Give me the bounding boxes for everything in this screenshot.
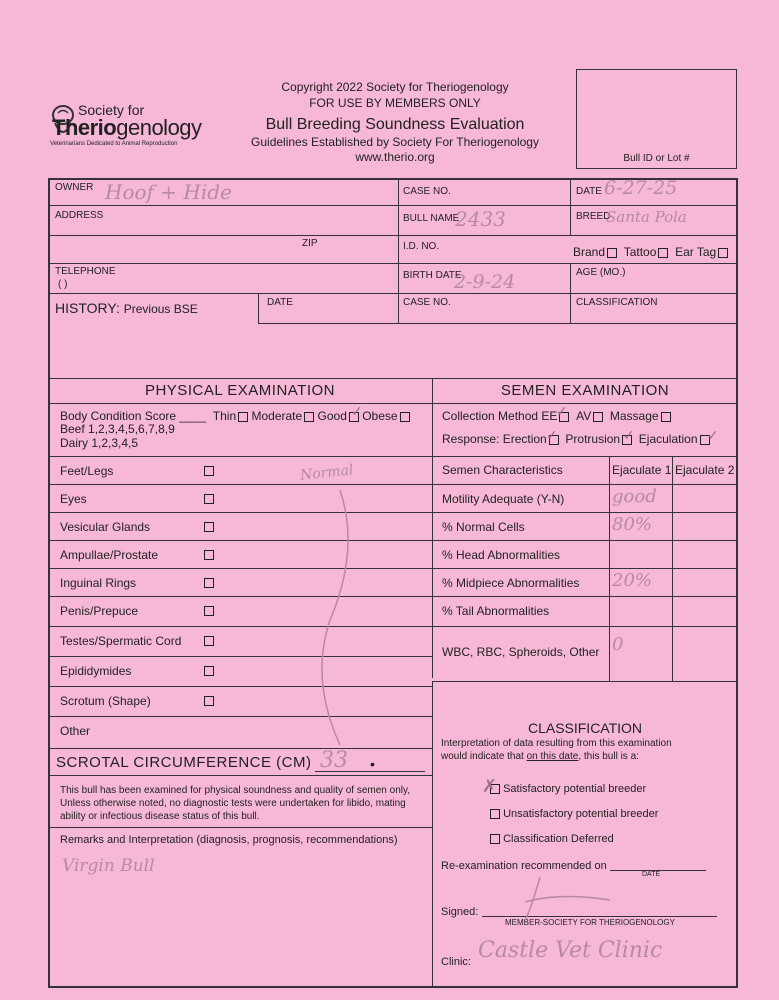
scrotal-underline [315,771,425,772]
date-value[interactable]: 6-27-25 [604,177,678,199]
divider [432,378,433,678]
hist-class-label: CLASSIFICATION [576,297,658,308]
physical-row-label: Scrotum (Shape) [60,694,151,708]
divider [48,775,432,776]
ejaculate1-value[interactable]: good [612,486,657,507]
clinic-label: Clinic: [441,956,471,968]
ee-check-mark: ✓ [556,404,568,420]
moderate-checkbox[interactable] [304,412,314,422]
remarks-label: Remarks and Interpretation (diagnosis, prognosis, recommendations) [60,834,398,846]
copyright-text: Copyright 2022 Society for Theriogenology [281,80,509,94]
satisfactory-check-mark: ✗ [482,776,498,797]
remarks-value[interactable]: Virgin Bull [62,856,155,876]
physical-row-checkbox[interactable] [204,494,214,504]
erection-label: Response: Erection [442,432,547,446]
signature-icon [500,872,620,922]
divider [432,484,738,485]
ejaculate2-value[interactable] [675,598,735,620]
semen-row-label: Motility Adequate (Y-N) [442,492,565,506]
tattoo-checkbox[interactable] [658,248,668,258]
brand-checkbox[interactable] [607,248,617,258]
ejaculate2-value[interactable] [675,570,735,592]
ejaculate2-value[interactable] [675,486,735,508]
ejaculate2-value[interactable] [675,514,735,536]
scrotal-label: SCROTAL CIRCUMFERENCE (CM) [56,754,312,771]
breed-value[interactable]: Santa Pola [606,208,687,226]
physical-row-checkbox[interactable] [204,578,214,588]
interp-line1: Interpretation of data resulting from this examination [441,738,672,749]
semen-title: SEMEN EXAMINATION [500,382,670,399]
physical-row-checkbox[interactable] [204,636,214,646]
physical-row-checkbox[interactable] [204,696,214,706]
divider [432,540,738,541]
deferred-checkbox[interactable] [490,834,500,844]
date-label: DATE [576,186,602,197]
ejaculate1-header: Ejaculate 1 [612,463,672,477]
erection-check-mark: ✓ [546,428,558,444]
good-label: Good [317,409,347,423]
physical-row-label: Epididymides [60,664,132,678]
divider [570,263,571,323]
option-deferred[interactable] [488,833,614,845]
thin-checkbox[interactable] [238,412,248,422]
divider [432,512,738,513]
response-line [442,432,710,446]
beef-scale: Beef 1,2,3,4,5,6,7,8,9 [60,422,175,436]
scrotal-value[interactable]: 33 [320,748,348,773]
scrotal-dot: • [370,756,375,772]
telephone-paren: ( ) [58,279,68,290]
tattoo-label: Tattoo [623,245,657,259]
semen-char-label: Semen Characteristics [442,463,563,477]
bull-id-box[interactable] [576,69,737,169]
divider [398,178,399,323]
hist-date-label: DATE [267,297,293,308]
ejaculate2-value[interactable] [675,542,735,564]
ejaculate2-header: Ejaculate 2 [675,463,735,477]
divider [258,323,738,324]
id-no-label: I.D. NO. [403,241,440,252]
bull-name-value[interactable]: 2433 [455,207,506,231]
semen-row-label: % Tail Abnormalities [442,604,550,618]
moderate-label: Moderate [251,409,303,423]
satisfactory-label: Satisfactory potential breeder [503,783,647,795]
logo [50,103,220,151]
signed-label: Signed: [441,906,479,918]
divider [258,293,259,323]
unsatisfactory-label: Unsatisfactory potential breeder [503,808,659,820]
collection-label: Collection Method EE [442,409,558,423]
birth-date-value[interactable]: 2-9-24 [454,271,516,293]
divider [432,626,738,627]
page-title: Bull Breeding Soundness Evaluation [265,116,525,133]
ejaculate2-value[interactable] [675,628,735,650]
obese-label: Obese [362,409,398,423]
divider [48,484,432,485]
divider [570,178,571,235]
physical-row-label: Vesicular Glands [60,520,151,534]
divider [48,235,738,236]
interp-line2: would indicate that on this date, this bull is a: [441,751,639,762]
disclaimer-text: This bull has been examined for physical soundness and quality of semen only, Unless otherwise noted, no diagnostic tests were undertaken for libido, mating ability or infectious disease status of this bull. [60,785,411,822]
telephone-label: TELEPHONE [55,266,116,277]
physical-row-checkbox[interactable] [204,466,214,476]
zip-label: ZIP [302,238,318,249]
physical-row-label: Penis/Prepuce [60,604,139,618]
unsatisfactory-checkbox[interactable] [490,809,500,819]
pencil-stroke-icon [300,490,380,750]
bcs-label: Body Condition Score ____ [60,409,207,423]
semen-row-label: % Midpiece Abnormalities [442,576,580,590]
address-label: ADDRESS [55,210,104,221]
semen-row-label: % Normal Cells [442,520,525,534]
owner-value[interactable]: Hoof + Hide [105,180,232,204]
massage-label: Massage [609,409,659,423]
divider [48,748,432,749]
physical-row-label: Testes/Spermatic Cord [60,634,182,648]
members-only-text: FOR USE BY MEMBERS ONLY [309,96,481,110]
id-options [573,245,728,259]
option-unsatisfactory[interactable] [488,808,658,820]
logo-line1: Society for [78,102,145,118]
thin-label: Thin [212,409,237,423]
case-no-label: CASE NO. [403,186,451,197]
physical-row-checkbox[interactable] [204,522,214,532]
av-label: AV [576,409,592,423]
divider [432,568,738,569]
owner-label: OWNER [55,182,94,193]
semen-row-label: % Head Abnormalities [442,548,561,562]
logo-tagline: Veterinarians Dedicated to Animal Reproduction [50,141,178,147]
divider [48,205,738,206]
option-satisfactory[interactable] [488,783,646,795]
hist-case-label: CASE NO. [403,297,451,308]
ejaculation-label: Ejaculation [638,432,698,446]
physical-row-checkbox[interactable] [204,606,214,616]
divider [48,827,432,828]
divider [432,681,738,682]
divider [48,456,738,457]
good-check-mark: ✓ [351,404,363,420]
physical-row-label: Other [60,724,91,738]
bull-name-label: BULL NAME [403,213,460,224]
classification-title: CLASSIFICATION [527,720,643,736]
ear-tag-label: Ear Tag [675,245,717,259]
ejaculation-check-mark: ✓ [707,428,719,444]
semen-row-label: WBC, RBC, Spheroids, Other [442,645,600,659]
divider [48,293,738,294]
divider [672,456,673,681]
history-label: HISTORY: Previous BSE [55,300,198,316]
physical-row-label: Feet/Legs [60,464,114,478]
massage-checkbox[interactable] [661,412,671,422]
brand-label: Brand [573,245,606,259]
physical-title: PHYSICAL EXAMINATION [144,382,336,399]
member-label: MEMBER-SOCIETY FOR THERIOGENOLOGY [505,918,675,927]
ejaculate1-value[interactable]: 0 [612,634,624,655]
birth-date-label: BIRTH DATE [403,270,462,281]
obese-checkbox[interactable] [400,412,410,422]
physical-row-label: Ampullae/Prostate [60,548,159,562]
divider [432,596,738,597]
age-label: AGE (MO.) [576,267,626,278]
website-text: www.therio.org [355,150,435,164]
physical-row-checkbox[interactable] [204,550,214,560]
divider [48,378,738,379]
breed-label: BREED [576,211,611,222]
bull-id-label: Bull ID or Lot # [623,153,690,164]
divider [48,263,738,264]
dairy-scale: Dairy 1,2,3,4,5 [60,436,139,450]
ejaculate1-value[interactable]: 80% [612,514,653,535]
physical-row-checkbox[interactable] [204,666,214,676]
protrusion-label: Protrusion [565,432,621,446]
guidelines-text: Guidelines Established by Society For Theriogenology [251,135,539,149]
physical-row-label: Eyes [60,492,87,506]
normal-note: Normal [299,462,355,484]
divider [609,456,610,681]
reexam-label: Re-examination recommended on [441,860,607,872]
logo-line2: Theriogenology [52,115,202,140]
reexam-date-label: DATE [642,871,661,878]
physical-row-label: Inguinal Rings [60,576,137,590]
av-checkbox[interactable] [593,412,603,422]
deferred-label: Classification Deferred [503,833,614,845]
ejaculate1-value[interactable]: 20% [612,570,653,591]
ear-tag-checkbox[interactable] [718,248,728,258]
clinic-value[interactable]: Castle Vet Clinic [478,938,663,963]
protrusion-check-mark: ✓ [623,428,635,444]
divider [48,403,738,404]
